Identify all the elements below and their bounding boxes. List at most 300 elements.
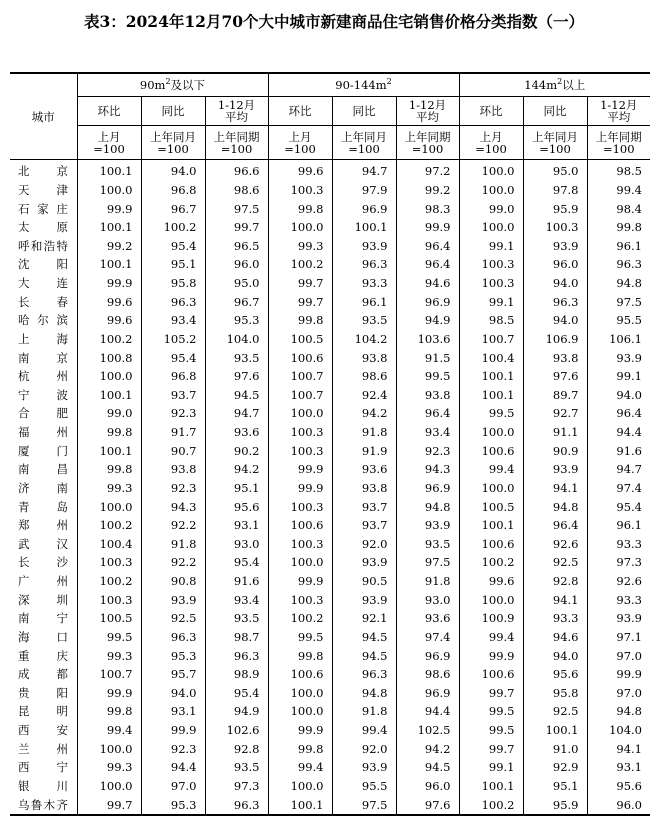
index-value-cell: 100.0 bbox=[268, 777, 332, 796]
index-value-cell: 99.7 bbox=[268, 292, 332, 311]
index-value-cell: 93.8 bbox=[141, 460, 205, 479]
base-header-avg: 上年同期 =100 bbox=[587, 126, 650, 160]
index-value-cell: 96.0 bbox=[587, 795, 650, 815]
index-value-cell: 97.5 bbox=[396, 553, 459, 572]
index-value-cell: 99.5 bbox=[459, 721, 523, 740]
index-value-cell: 93.3 bbox=[616, 592, 642, 607]
index-value-cell: 92.5 bbox=[523, 553, 587, 572]
index-value-cell: 100.0 bbox=[268, 404, 332, 423]
index-value-cell: 93.3 bbox=[332, 274, 396, 293]
index-value-cell: 96.3 bbox=[205, 646, 268, 665]
index-value-cell: 99.7 bbox=[205, 218, 268, 237]
index-value-cell: 100.3 bbox=[77, 553, 141, 572]
index-value-cell: 99.2 bbox=[396, 181, 459, 200]
index-value-cell: 100.2 bbox=[268, 255, 332, 274]
index-value-cell: 93.7 bbox=[141, 386, 205, 405]
index-value-cell: 96.1 bbox=[616, 518, 642, 533]
index-value-cell: 93.9 bbox=[616, 350, 642, 365]
index-value-cell: 99.8 bbox=[268, 646, 332, 665]
index-value-cell: 94.9 bbox=[205, 702, 268, 721]
index-value-cell: 90.2 bbox=[205, 441, 268, 460]
index-value-cell: 91.6 bbox=[616, 443, 642, 458]
index-value-cell: 95.8 bbox=[141, 274, 205, 293]
index-value-cell: 95.4 bbox=[205, 553, 268, 572]
index-value-cell: 100.3 bbox=[268, 590, 332, 609]
index-value-cell: 94.6 bbox=[523, 628, 587, 647]
table-row bbox=[10, 460, 650, 479]
index-value-cell: 91.8 bbox=[396, 572, 459, 591]
city-name: 杭州 bbox=[18, 369, 68, 384]
city-name: 长沙 bbox=[18, 555, 68, 570]
index-value-cell: 95.0 bbox=[523, 160, 587, 181]
table-row bbox=[10, 572, 650, 591]
index-value-cell: 92.2 bbox=[141, 516, 205, 535]
index-value-cell: 96.4 bbox=[396, 404, 459, 423]
index-value-cell: 100.2 bbox=[141, 218, 205, 237]
index-value-cell: 100.5 bbox=[459, 497, 523, 516]
index-value-cell: 104.0 bbox=[205, 330, 268, 349]
index-value-cell: 99.1 bbox=[459, 292, 523, 311]
index-value-cell: 92.6 bbox=[616, 574, 642, 589]
index-value-cell: 100.2 bbox=[268, 609, 332, 628]
table-row bbox=[10, 628, 650, 647]
city-name: 上海 bbox=[18, 331, 68, 346]
index-value-cell: 93.8 bbox=[396, 386, 459, 405]
index-value-cell: 93.7 bbox=[332, 497, 396, 516]
index-value-cell: 98.9 bbox=[205, 665, 268, 684]
index-value-cell: 99.7 bbox=[459, 739, 523, 758]
index-value-cell: 92.1 bbox=[332, 609, 396, 628]
index-value-cell: 100.1 bbox=[523, 721, 587, 740]
index-value-cell: 100.0 bbox=[268, 218, 332, 237]
index-value-cell: 94.5 bbox=[332, 628, 396, 647]
index-value-cell: 95.6 bbox=[523, 665, 587, 684]
city-cell bbox=[10, 609, 77, 628]
index-value-cell: 99.8 bbox=[268, 311, 332, 330]
city-cell bbox=[10, 516, 77, 535]
base-header-avg: 上年同期 =100 bbox=[205, 126, 268, 160]
index-value-cell: 99.9 bbox=[77, 684, 141, 703]
index-value-cell: 99.9 bbox=[616, 667, 642, 682]
city-cell bbox=[10, 572, 77, 591]
index-value-cell: 95.1 bbox=[205, 479, 268, 498]
table-row bbox=[10, 404, 650, 423]
table-row bbox=[10, 274, 650, 293]
city-cell bbox=[10, 628, 77, 647]
index-value-cell: 93.6 bbox=[205, 423, 268, 442]
index-value-cell: 92.3 bbox=[396, 441, 459, 460]
index-value-cell: 95.4 bbox=[141, 348, 205, 367]
index-value-cell: 99.4 bbox=[332, 721, 396, 740]
index-value-cell: 97.5 bbox=[332, 795, 396, 815]
index-value-cell: 99.7 bbox=[268, 274, 332, 293]
index-value-cell: 92.9 bbox=[523, 758, 587, 777]
index-value-cell: 99.3 bbox=[77, 758, 141, 777]
city-cell bbox=[10, 311, 77, 330]
city-name: 合肥 bbox=[18, 406, 68, 421]
subheader-mom: 环比 bbox=[459, 97, 523, 126]
base-header-yoy: 上年同月 =100 bbox=[141, 126, 205, 160]
table-row bbox=[10, 292, 650, 311]
index-value-cell: 100.3 bbox=[77, 590, 141, 609]
index-value-cell: 94.9 bbox=[396, 311, 459, 330]
city-cell bbox=[10, 423, 77, 442]
group-header-large: $144m^2$以上 bbox=[459, 73, 650, 97]
subheader-mom: 环比 bbox=[77, 97, 141, 126]
index-value-cell: 97.3 bbox=[205, 777, 268, 796]
city-cell bbox=[10, 665, 77, 684]
index-value-cell: 93.9 bbox=[523, 460, 587, 479]
base-header-yoy: 上年同月 =100 bbox=[332, 126, 396, 160]
index-value-cell: 100.5 bbox=[77, 609, 141, 628]
index-value-cell: 99.6 bbox=[268, 160, 332, 181]
index-value-cell: 99.9 bbox=[268, 460, 332, 479]
index-value-cell: 99.1 bbox=[459, 237, 523, 256]
city-cell bbox=[10, 404, 77, 423]
index-value-cell: 96.4 bbox=[396, 255, 459, 274]
index-value-cell: 95.0 bbox=[205, 274, 268, 293]
city-name: 海口 bbox=[18, 629, 68, 644]
index-value-cell: 93.3 bbox=[523, 609, 587, 628]
index-value-cell: 97.9 bbox=[332, 181, 396, 200]
index-value-cell: 95.8 bbox=[523, 684, 587, 703]
index-value-cell: 100.1 bbox=[459, 367, 523, 386]
index-value-cell: 92.6 bbox=[523, 535, 587, 554]
index-value-cell: 98.5 bbox=[459, 311, 523, 330]
index-value-cell: 100.1 bbox=[77, 218, 141, 237]
index-value-cell: 94.0 bbox=[523, 311, 587, 330]
city-name: 青岛 bbox=[18, 499, 68, 514]
city-name: 济南 bbox=[18, 480, 68, 495]
base-header-yoy: 上年同月 =100 bbox=[523, 126, 587, 160]
table-row bbox=[10, 255, 650, 274]
index-value-cell: 96.3 bbox=[141, 292, 205, 311]
index-value-cell: 91.9 bbox=[332, 441, 396, 460]
index-value-cell: 100.1 bbox=[77, 386, 141, 405]
index-value-cell: 94.0 bbox=[141, 684, 205, 703]
index-value-cell: 96.8 bbox=[141, 367, 205, 386]
index-value-cell: 91.0 bbox=[523, 739, 587, 758]
city-cell bbox=[10, 479, 77, 498]
index-value-cell: 99.8 bbox=[77, 460, 141, 479]
table-row bbox=[10, 777, 650, 796]
index-value-cell: 98.6 bbox=[205, 181, 268, 200]
index-value-cell: 99.4 bbox=[459, 628, 523, 647]
index-value-cell: 99.8 bbox=[77, 423, 141, 442]
index-value-cell: 92.5 bbox=[141, 609, 205, 628]
city-name: 乌鲁木齐 bbox=[18, 797, 68, 812]
index-value-cell: 90.9 bbox=[523, 441, 587, 460]
index-value-cell: 94.8 bbox=[396, 497, 459, 516]
index-value-cell: 100.1 bbox=[459, 386, 523, 405]
index-value-cell: 99.5 bbox=[396, 367, 459, 386]
index-value-cell: 97.6 bbox=[205, 367, 268, 386]
index-value-cell: 96.0 bbox=[523, 255, 587, 274]
index-value-cell: 100.0 bbox=[77, 777, 141, 796]
index-value-cell: 95.1 bbox=[523, 777, 587, 796]
index-value-cell: 91.1 bbox=[523, 423, 587, 442]
index-value-cell: 93.8 bbox=[523, 348, 587, 367]
index-value-cell: 92.3 bbox=[141, 739, 205, 758]
index-value-cell: 100.2 bbox=[77, 330, 141, 349]
index-value-cell: 93.9 bbox=[332, 553, 396, 572]
index-value-cell: 100.6 bbox=[268, 348, 332, 367]
index-value-cell: 100.0 bbox=[459, 160, 523, 181]
subheader-avg: 1-12月 平均 bbox=[587, 97, 650, 126]
index-value-cell: 93.1 bbox=[205, 516, 268, 535]
table-row bbox=[10, 795, 650, 815]
index-value-cell: 100.2 bbox=[459, 795, 523, 815]
index-value-cell: 96.3 bbox=[205, 795, 268, 815]
city-name: 兰州 bbox=[18, 741, 68, 756]
index-value-cell: 91.6 bbox=[205, 572, 268, 591]
index-value-cell: 95.1 bbox=[141, 255, 205, 274]
index-value-cell: 98.6 bbox=[396, 665, 459, 684]
index-value-cell: 96.5 bbox=[205, 237, 268, 256]
index-value-cell: 100.2 bbox=[77, 516, 141, 535]
index-value-cell: 94.8 bbox=[616, 276, 642, 291]
index-value-cell: 97.5 bbox=[616, 294, 642, 309]
index-value-cell: 94.1 bbox=[523, 479, 587, 498]
index-value-cell: 94.8 bbox=[616, 704, 642, 719]
index-value-cell: 93.1 bbox=[141, 702, 205, 721]
city-name: 南京 bbox=[18, 350, 68, 365]
city-cell bbox=[10, 160, 77, 181]
table-row bbox=[10, 237, 650, 256]
index-value-cell: 93.5 bbox=[205, 609, 268, 628]
index-value-cell: 99.4 bbox=[77, 721, 141, 740]
city-cell bbox=[10, 535, 77, 554]
index-value-cell: 91.8 bbox=[332, 423, 396, 442]
index-value-cell: 94.0 bbox=[141, 160, 205, 181]
table-row bbox=[10, 646, 650, 665]
index-value-cell: 99.4 bbox=[616, 182, 642, 197]
index-value-cell: 100.0 bbox=[459, 479, 523, 498]
index-value-cell: 106.9 bbox=[523, 330, 587, 349]
table-row bbox=[10, 553, 650, 572]
index-value-cell: 98.7 bbox=[205, 628, 268, 647]
city-cell bbox=[10, 367, 77, 386]
index-value-cell: 100.3 bbox=[268, 423, 332, 442]
city-name: 昆明 bbox=[18, 704, 68, 719]
index-value-cell: 100.3 bbox=[523, 218, 587, 237]
city-cell bbox=[10, 795, 77, 815]
index-value-cell: 94.1 bbox=[616, 741, 642, 756]
index-value-cell: 92.8 bbox=[205, 739, 268, 758]
index-value-cell: 99.7 bbox=[459, 684, 523, 703]
index-value-cell: 100.0 bbox=[77, 739, 141, 758]
index-value-cell: 100.6 bbox=[459, 441, 523, 460]
index-value-cell: 99.6 bbox=[77, 311, 141, 330]
index-value-cell: 99.3 bbox=[77, 646, 141, 665]
table-row bbox=[10, 330, 650, 349]
index-value-cell: 94.4 bbox=[396, 702, 459, 721]
table-row bbox=[10, 199, 650, 218]
index-value-cell: 91.5 bbox=[396, 348, 459, 367]
table-row bbox=[10, 609, 650, 628]
index-value-cell: 97.4 bbox=[616, 480, 642, 495]
index-value-cell: 100.9 bbox=[459, 609, 523, 628]
index-value-cell: 96.4 bbox=[523, 516, 587, 535]
subheader-avg: 1-12月 平均 bbox=[396, 97, 459, 126]
city-name: 天津 bbox=[18, 182, 68, 197]
city-column-header: 城市 bbox=[10, 73, 77, 160]
index-value-cell: 97.8 bbox=[523, 181, 587, 200]
table-row bbox=[10, 423, 650, 442]
index-value-cell: 93.3 bbox=[616, 536, 642, 551]
index-value-cell: 97.0 bbox=[616, 685, 642, 700]
index-value-cell: 97.4 bbox=[396, 628, 459, 647]
index-value-cell: 93.9 bbox=[616, 611, 642, 626]
table-row bbox=[10, 479, 650, 498]
index-value-cell: 98.6 bbox=[332, 367, 396, 386]
index-value-cell: 100.7 bbox=[268, 386, 332, 405]
index-value-cell: 100.0 bbox=[459, 590, 523, 609]
index-value-cell: 94.8 bbox=[332, 684, 396, 703]
index-value-cell: 94.5 bbox=[332, 646, 396, 665]
index-value-cell: 94.0 bbox=[523, 274, 587, 293]
index-value-cell: 98.4 bbox=[616, 201, 642, 216]
index-value-cell: 100.0 bbox=[268, 553, 332, 572]
city-name: 北京 bbox=[18, 164, 68, 179]
index-value-cell: 99.1 bbox=[459, 758, 523, 777]
index-value-cell: 93.9 bbox=[332, 237, 396, 256]
table-row bbox=[10, 441, 650, 460]
index-value-cell: 93.9 bbox=[332, 758, 396, 777]
index-value-cell: 100.1 bbox=[332, 218, 396, 237]
index-value-cell: 99.6 bbox=[77, 292, 141, 311]
city-cell bbox=[10, 386, 77, 405]
index-value-cell: 100.7 bbox=[459, 330, 523, 349]
table-row bbox=[10, 702, 650, 721]
index-value-cell: 100.1 bbox=[77, 160, 141, 181]
table-title: 表3：2024年12月70个大中城市新建商品住宅销售价格分类指数（一） bbox=[83, 12, 585, 31]
index-value-cell: 89.7 bbox=[523, 386, 587, 405]
base-header-mom: 上月 =100 bbox=[77, 126, 141, 160]
index-value-cell: 94.5 bbox=[205, 386, 268, 405]
index-value-cell: 93.0 bbox=[396, 590, 459, 609]
index-value-cell: 96.1 bbox=[332, 292, 396, 311]
city-cell bbox=[10, 199, 77, 218]
city-cell bbox=[10, 702, 77, 721]
index-value-cell: 96.8 bbox=[141, 181, 205, 200]
city-name: 贵阳 bbox=[18, 685, 68, 700]
index-value-cell: 96.0 bbox=[205, 255, 268, 274]
index-value-cell: 99.0 bbox=[459, 199, 523, 218]
index-value-cell: 100.7 bbox=[77, 665, 141, 684]
index-value-cell: 100.6 bbox=[268, 516, 332, 535]
city-name: 太原 bbox=[18, 220, 68, 235]
city-cell bbox=[10, 497, 77, 516]
city-cell bbox=[10, 218, 77, 237]
index-value-cell: 95.4 bbox=[205, 684, 268, 703]
table-row bbox=[10, 218, 650, 237]
index-value-cell: 99.5 bbox=[77, 628, 141, 647]
index-value-cell: 100.8 bbox=[77, 348, 141, 367]
city-name: 厦门 bbox=[18, 443, 68, 458]
index-value-cell: 95.4 bbox=[616, 499, 642, 514]
subheader-mom: 环比 bbox=[268, 97, 332, 126]
index-value-cell: 96.3 bbox=[332, 255, 396, 274]
index-value-cell: 99.0 bbox=[77, 404, 141, 423]
index-value-cell: 92.5 bbox=[523, 702, 587, 721]
index-value-cell: 95.3 bbox=[141, 795, 205, 815]
index-value-cell: 95.3 bbox=[141, 646, 205, 665]
index-value-cell: 94.4 bbox=[616, 425, 642, 440]
index-value-cell: 93.6 bbox=[332, 460, 396, 479]
index-value-cell: 96.6 bbox=[205, 160, 268, 181]
index-value-cell: 100.3 bbox=[268, 497, 332, 516]
index-value-cell: 93.4 bbox=[396, 423, 459, 442]
city-cell bbox=[10, 553, 77, 572]
index-value-cell: 99.6 bbox=[459, 572, 523, 591]
city-cell bbox=[10, 330, 77, 349]
index-value-cell: 99.9 bbox=[141, 721, 205, 740]
index-value-cell: 99.9 bbox=[268, 479, 332, 498]
index-value-cell: 99.4 bbox=[268, 758, 332, 777]
city-name: 哈尔滨 bbox=[18, 313, 68, 328]
base-header-avg: 上年同期 =100 bbox=[396, 126, 459, 160]
index-value-cell: 93.5 bbox=[332, 311, 396, 330]
index-value-cell: 90.7 bbox=[141, 441, 205, 460]
index-value-cell: 98.3 bbox=[396, 199, 459, 218]
city-name: 深圳 bbox=[18, 592, 68, 607]
index-value-cell: 99.9 bbox=[459, 646, 523, 665]
city-name: 呼和浩特 bbox=[18, 238, 68, 253]
index-value-cell: 100.0 bbox=[77, 497, 141, 516]
index-value-cell: 93.8 bbox=[332, 479, 396, 498]
index-value-cell: 99.1 bbox=[616, 369, 642, 384]
table-row bbox=[10, 665, 650, 684]
city-name: 沈阳 bbox=[18, 257, 68, 272]
index-value-cell: 99.9 bbox=[77, 199, 141, 218]
index-value-cell: 95.5 bbox=[616, 313, 642, 328]
table-row bbox=[10, 516, 650, 535]
index-value-cell: 96.9 bbox=[396, 684, 459, 703]
index-value-cell: 102.6 bbox=[205, 721, 268, 740]
index-value-cell: 94.3 bbox=[141, 497, 205, 516]
city-cell bbox=[10, 292, 77, 311]
table-row bbox=[10, 386, 650, 405]
index-value-cell: 99.5 bbox=[459, 702, 523, 721]
base-header-mom: 上月 =100 bbox=[459, 126, 523, 160]
city-name: 重庆 bbox=[18, 648, 68, 663]
table-row bbox=[10, 721, 650, 740]
index-value-cell: 92.3 bbox=[141, 479, 205, 498]
table-row bbox=[10, 590, 650, 609]
index-value-cell: 91.8 bbox=[141, 535, 205, 554]
city-name: 武汉 bbox=[18, 536, 68, 551]
table-row bbox=[10, 348, 650, 367]
index-value-cell: 93.5 bbox=[205, 758, 268, 777]
index-value-cell: 96.0 bbox=[396, 777, 459, 796]
index-value-cell: 99.8 bbox=[268, 199, 332, 218]
index-value-cell: 96.9 bbox=[396, 479, 459, 498]
index-value-cell: 99.8 bbox=[268, 739, 332, 758]
index-value-cell: 92.3 bbox=[141, 404, 205, 423]
index-value-cell: 97.6 bbox=[523, 367, 587, 386]
index-value-cell: 96.3 bbox=[616, 257, 642, 272]
table-row bbox=[10, 739, 650, 758]
index-value-cell: 100.1 bbox=[77, 441, 141, 460]
index-value-cell: 95.5 bbox=[332, 777, 396, 796]
index-value-cell: 98.5 bbox=[616, 164, 642, 179]
index-value-cell: 92.4 bbox=[332, 386, 396, 405]
base-header-mom: 上月 =100 bbox=[268, 126, 332, 160]
index-value-cell: 92.8 bbox=[523, 572, 587, 591]
index-value-cell: 94.2 bbox=[396, 739, 459, 758]
index-value-cell: 93.9 bbox=[523, 237, 587, 256]
